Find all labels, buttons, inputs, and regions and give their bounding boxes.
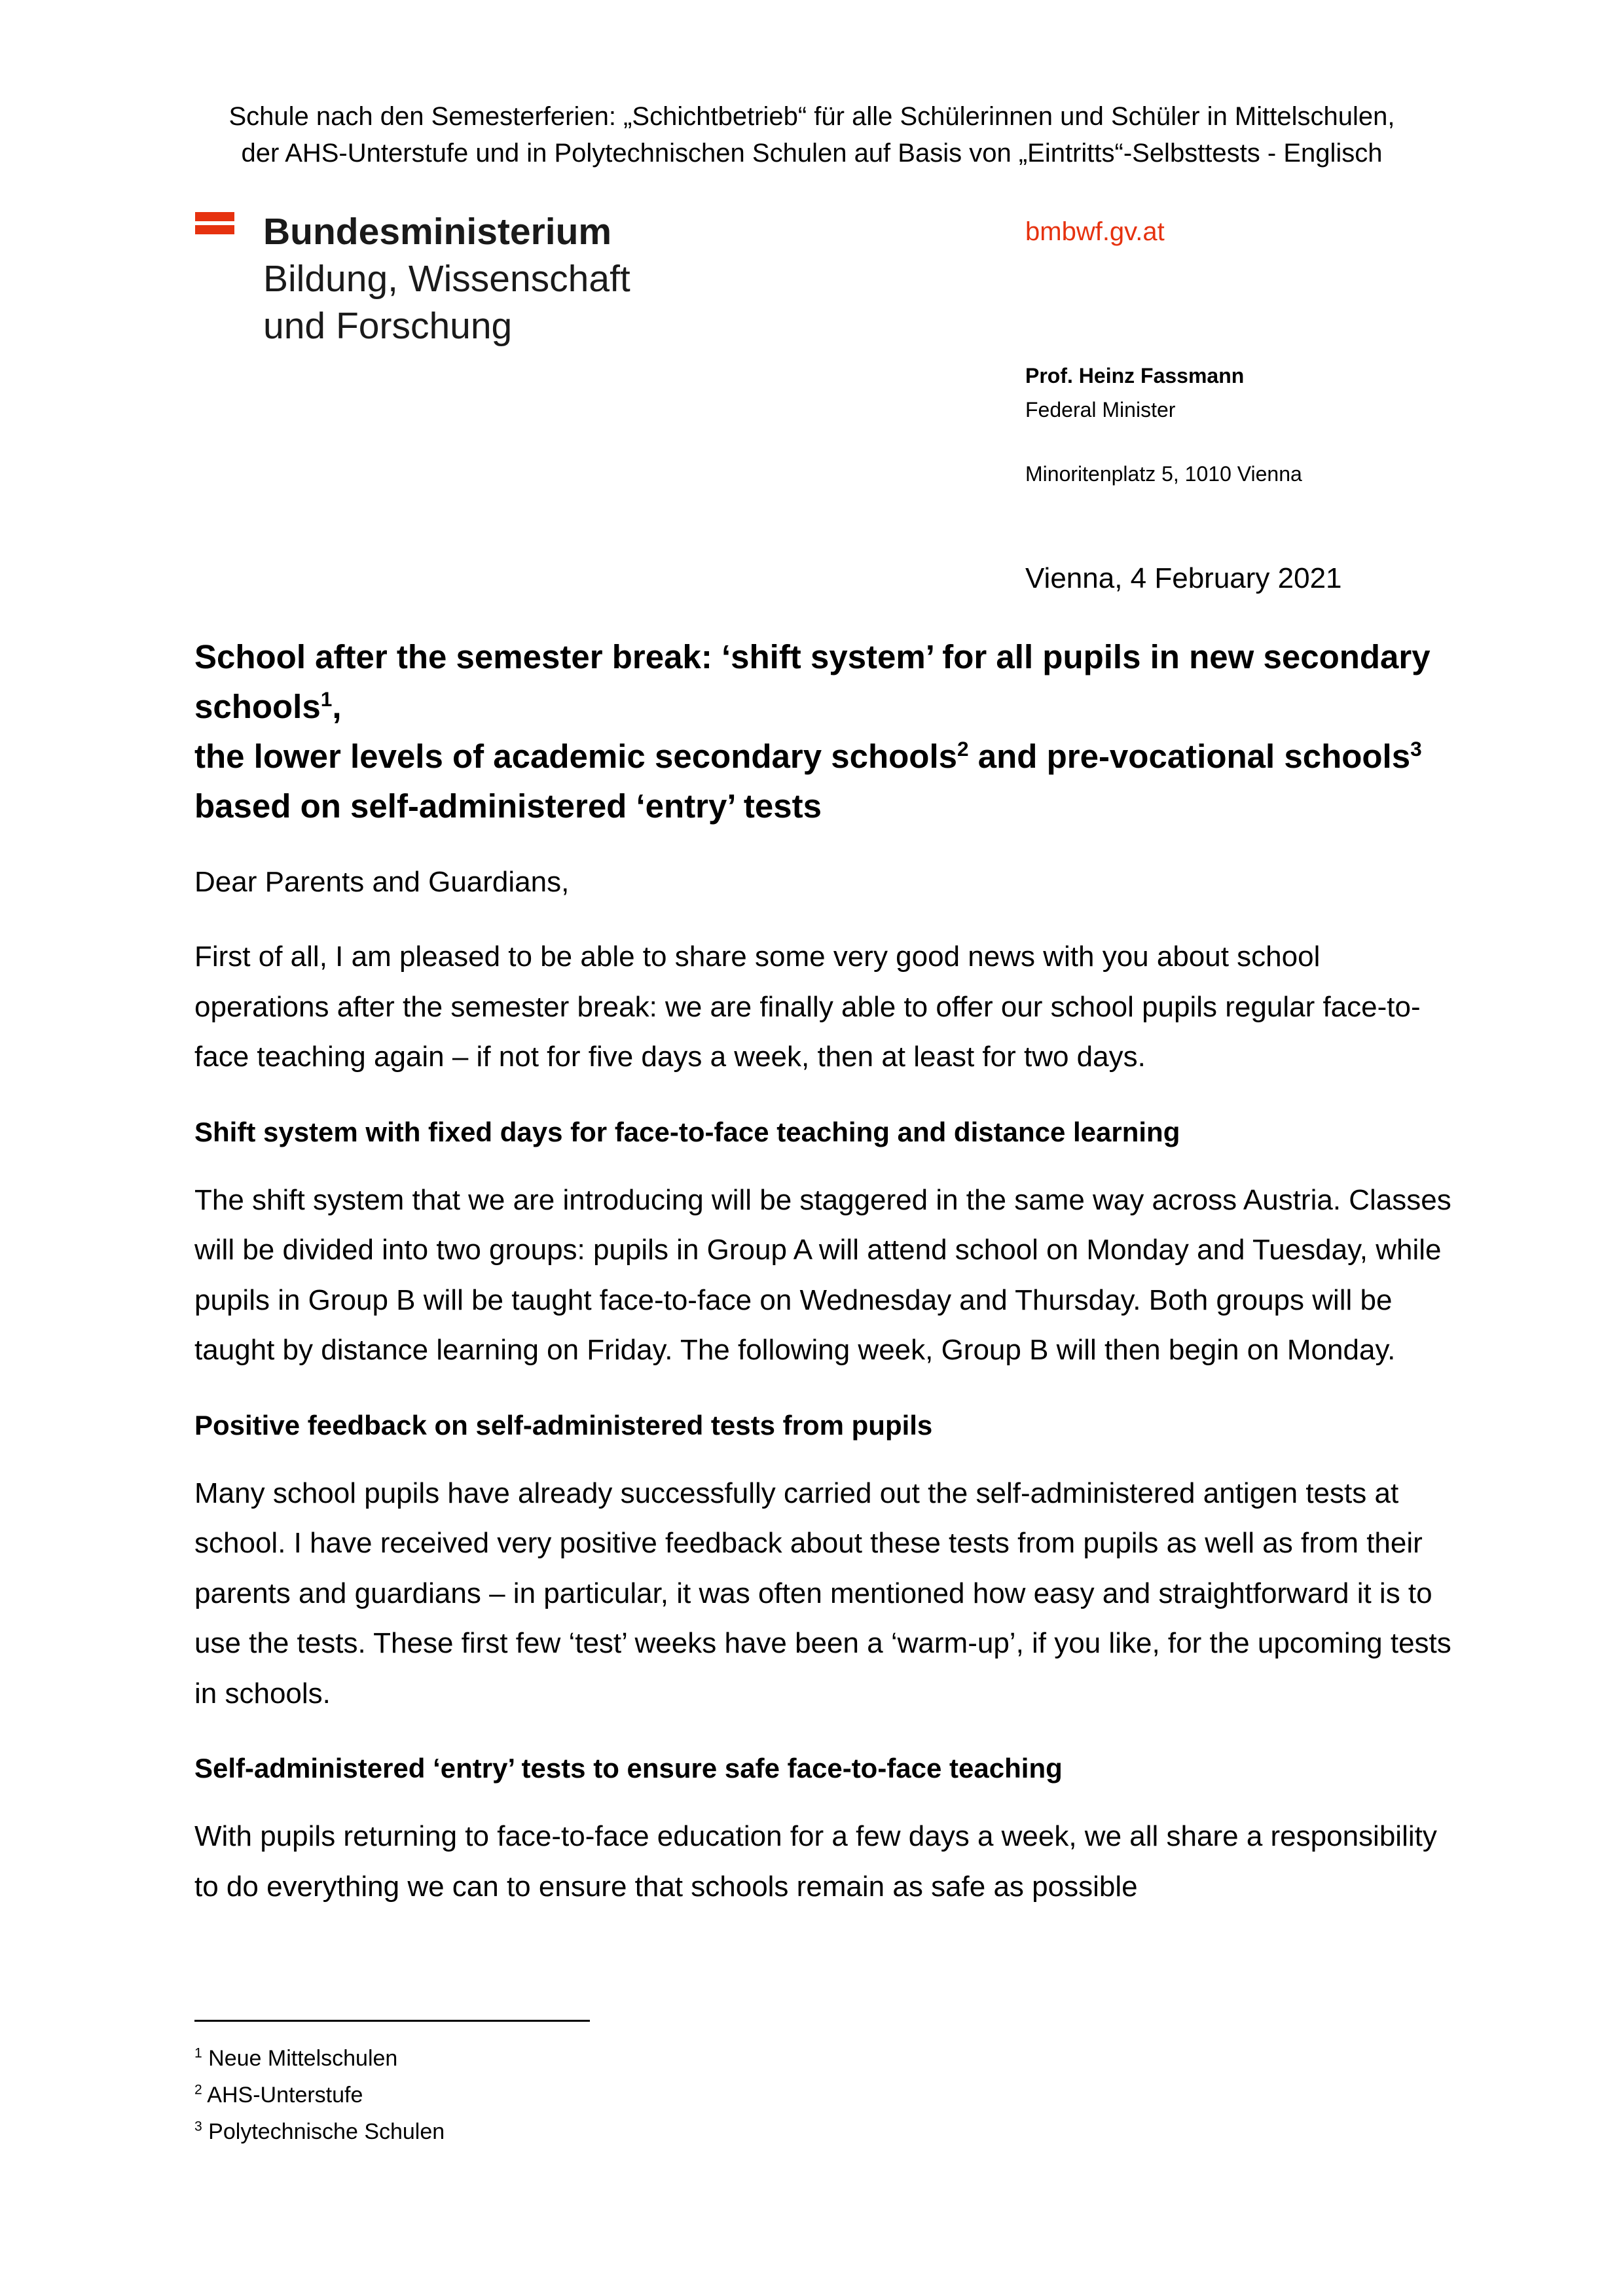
sender-address: Minoritenplatz 5, 1010 Vienna [1025, 462, 1302, 486]
footnote: $^2$ AHS-Unterstufe [194, 2082, 363, 2108]
footnote: $^3$ Polytechnische Schulen [194, 2119, 445, 2144]
letter-date: Vienna, 4 February 2021 [1025, 562, 1342, 594]
section-heading: Positive feedback on self-administered tests from pupils [194, 1409, 933, 1441]
section-paragraph: With pupils returning to face-to-face education for a few days a week, we all share a responsibility to do everything we can to ensure that schools remain as safe as possible [194, 1820, 1437, 1903]
sender-name: Prof. Heinz Fassmann [1025, 364, 1245, 387]
intro-paragraph: First of all, I am pleased to be able to share some very good news with you about school operations after the semester break: we are finally able to offer our school pupils regular face-to-face teaching again – if not for five days a week, then at least for two days. [194, 941, 1421, 1073]
footnote-divider [194, 2020, 590, 2022]
website-link[interactable]: bmbwf.gv.at [1025, 217, 1165, 246]
header-line-1: Schule nach den Semesterferien: „Schichtbetrieb“ für alle Schülerinnen und Schüler in Mittelschulen, [228, 102, 1395, 131]
footnotes [194, 2040, 445, 2150]
ministry-name-line-3: und Forschung [263, 305, 513, 347]
salutation: Dear Parents and Guardians, [194, 866, 570, 898]
header-line-2: der AHS-Unterstufe und in Polytechnischen Schulen auf Basis von „Eintritts“-Selbsttests - Englisch [241, 139, 1383, 168]
letter-body [194, 632, 1451, 1937]
ministry-name-line-2: Bildung, Wissenschaft [263, 258, 630, 300]
footnote-ref-1: 1 [320, 687, 333, 711]
footnote-ref-2: 2 [957, 737, 969, 761]
section-paragraph: The shift system that we are introducing will be staggered in the same way across Austria. Classes will be divided into two groups: pupils in Group A will attend school on Monday and Tuesday, while pupils in Group B will be taught face-to-face on Wednesday and Thursday. Both groups will be taught by distance learning on Friday. The following week, Group B will then begin on Monday. [194, 1183, 1451, 1366]
austria-flag-icon [195, 208, 234, 237]
document-header [131, 98, 1493, 171]
sender-role: Federal Minister [1025, 398, 1176, 422]
section-heading: Self-administered ‘entry’ tests to ensure safe face-to-face teaching [194, 1753, 1063, 1784]
ministry-name [263, 208, 735, 350]
footnote-ref-3: 3 [1410, 737, 1422, 761]
section-heading: Shift system with fixed days for face-to-face teaching and distance learning [194, 1116, 1180, 1147]
section-paragraph: Many school pupils have already successfully carried out the self-administered antigen tests at school. I have received very positive feedback about these tests from pupils as well as from their parents and guardians – in particular, it was often mentioned how easy and straightforward it is to use the tests. These first few ‘test’ weeks have been a ‘warm-up’, if you like, for the upcoming tests in schools. [194, 1477, 1451, 1710]
letter-title: School after the semester break: ‘shift system’ for all pupils in new secondary schools$^1$, the lower levels of academic secondary schools$^2$ and pre-vocational schools$^3$ based on self-administered ‘entry’ tests [194, 638, 1431, 825]
ministry-name-line-1: Bundesministerium [263, 211, 612, 253]
sender-block [1025, 359, 1244, 427]
footnote: $^1$ Neue Mittelschulen [194, 2045, 398, 2071]
